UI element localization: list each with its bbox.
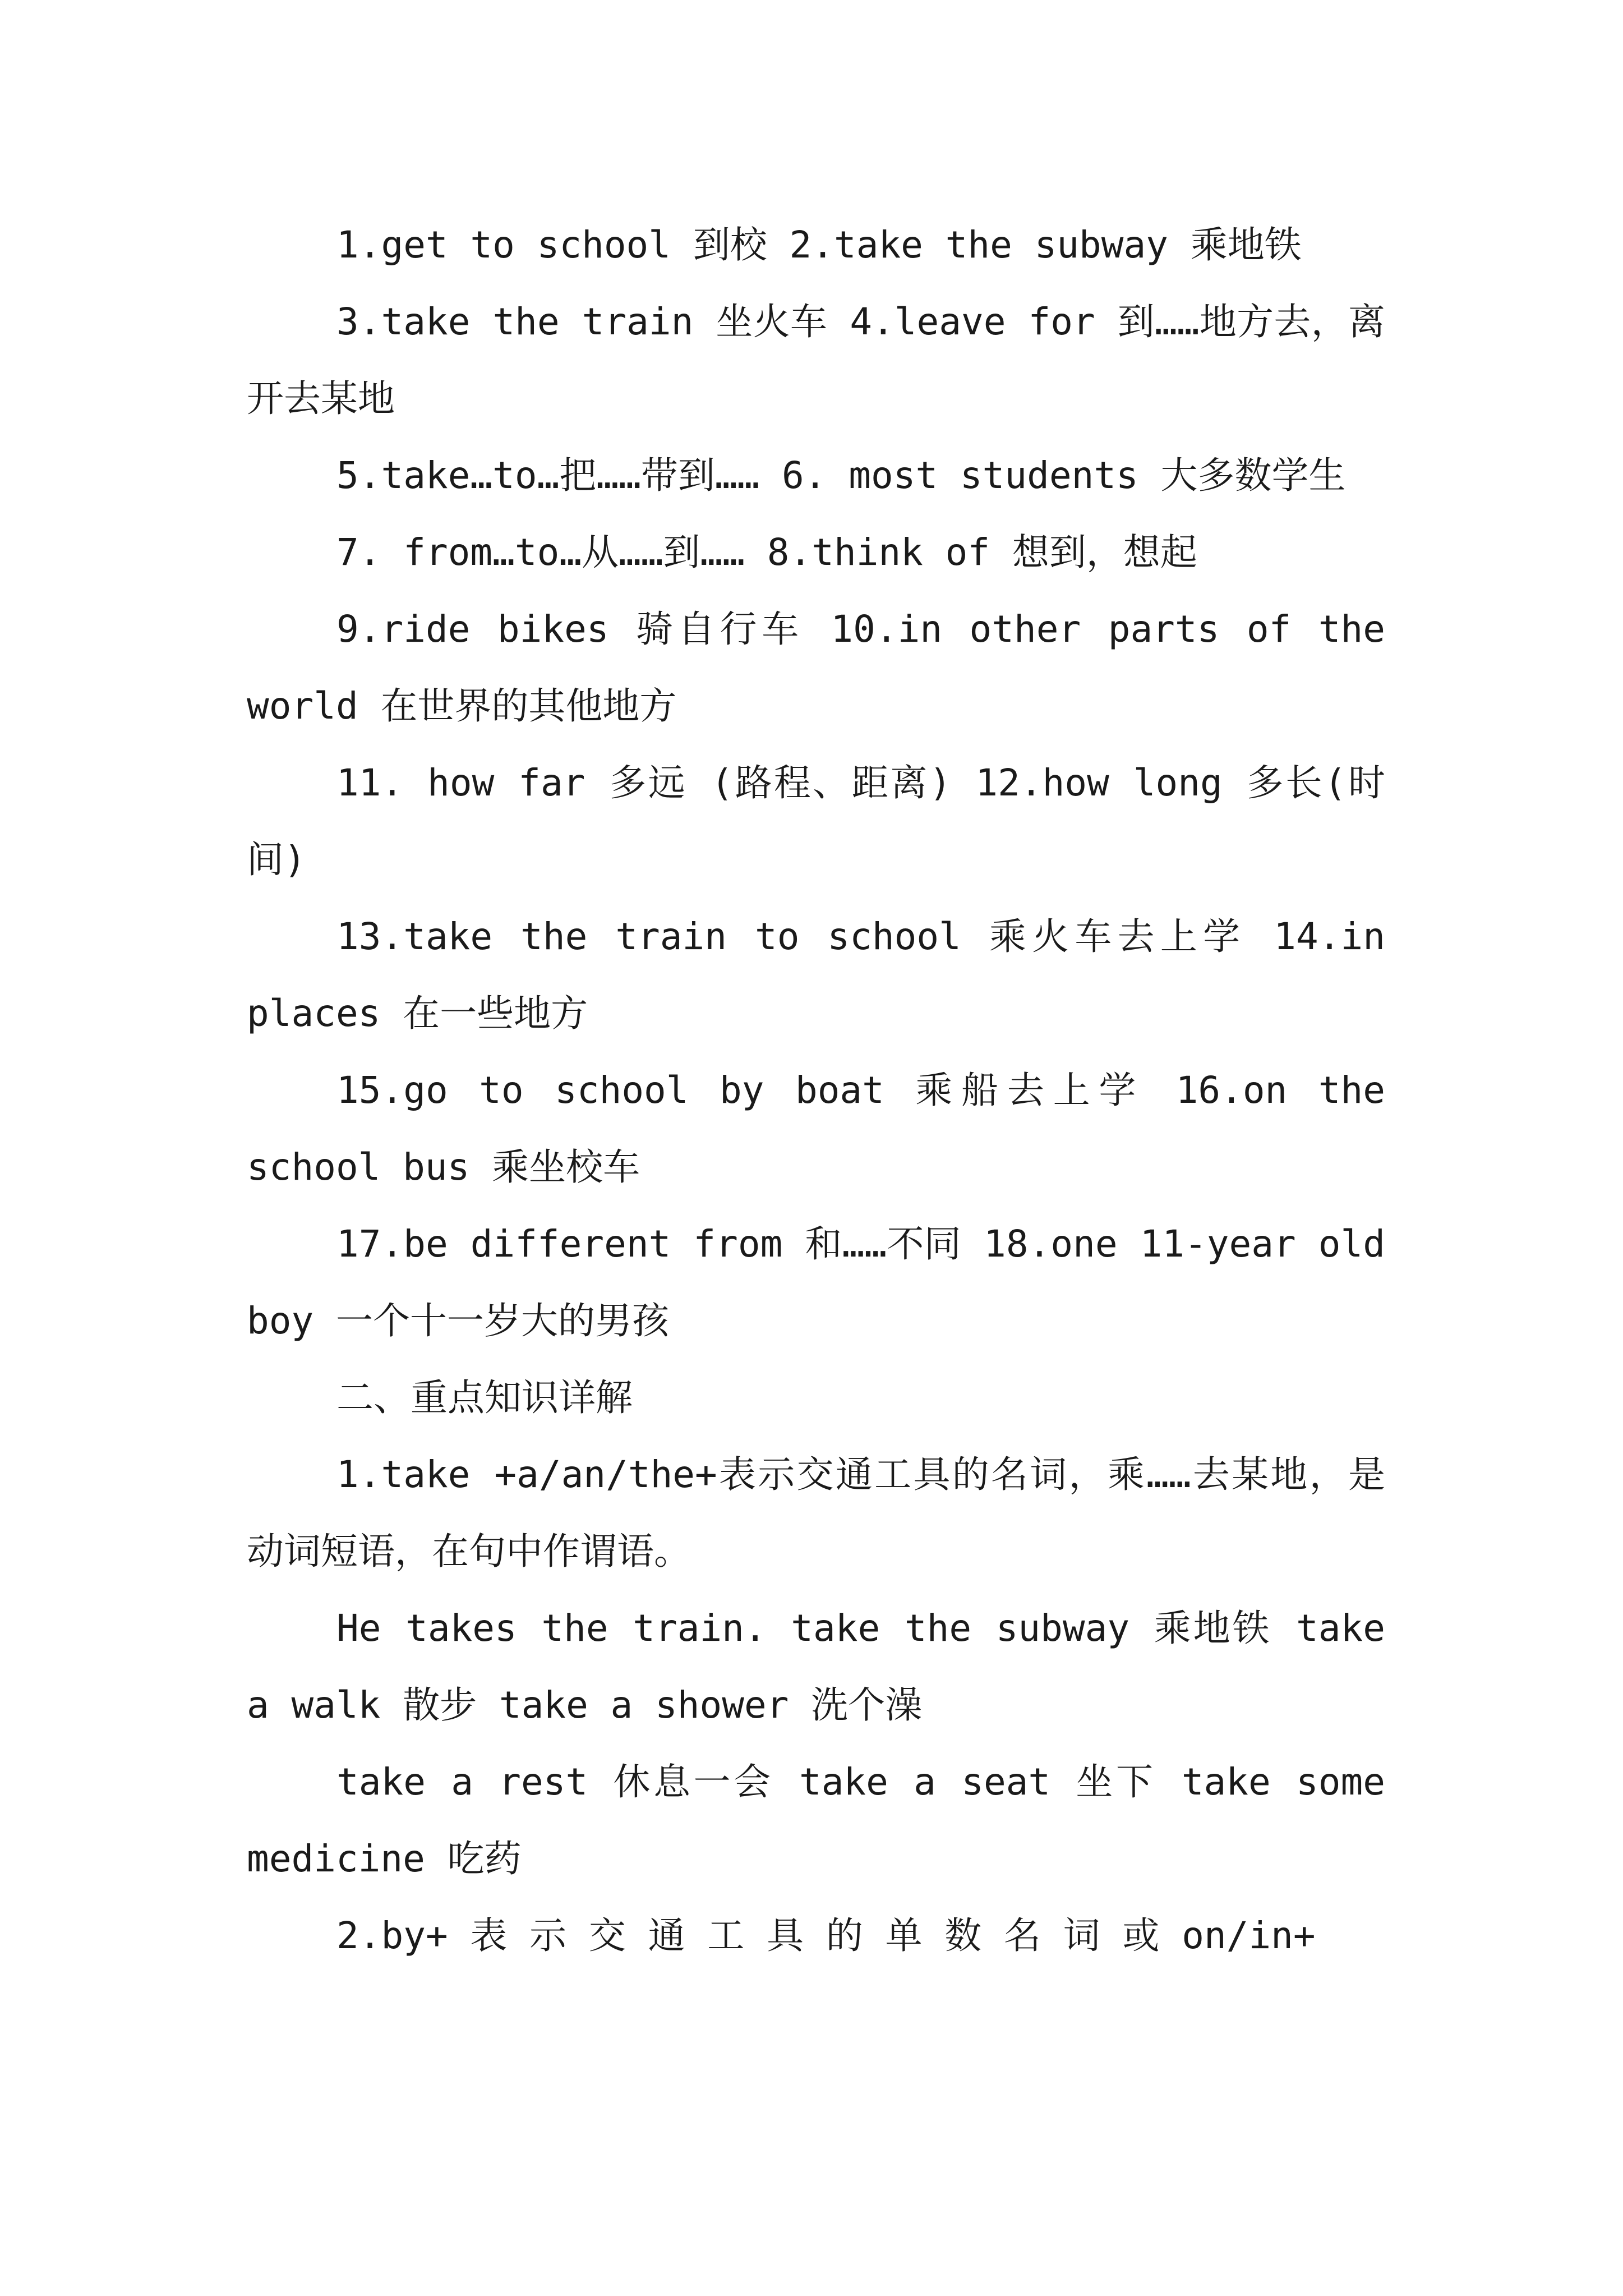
vocab-line-15-16: 15.go to school by boat 乘船去上学 16.on the school bus 乘坐校车 — [247, 1069, 1385, 1189]
explanation-take: 1.take +a/an/the+表示交通工具的名词，乘……去某地，是动词短语，在句中作谓语。 — [247, 1453, 1385, 1573]
vocab-line-17-18: 17.be different from 和……不同 18.one 11-year old boy 一个十一岁大的男孩 — [247, 1222, 1385, 1342]
example-take-2: take a rest 休息一会 take a seat 坐下 take some medicine 吃药 — [247, 1760, 1385, 1880]
vocab-line-5-6: 5.take…to…把……带到…… 6. most students 大多数学生 — [336, 454, 1346, 497]
explanation-by: 2.by+ 表 示 交 通 工 具 的 单 数 名 词 或 on/in+ — [336, 1914, 1316, 1957]
document-body — [247, 206, 1385, 1974]
vocab-line-3-4: 3.take the train 坐火车 4.leave for 到……地方去，离开去某地 — [247, 300, 1385, 420]
vocab-line-1-2: 1.get to school 到校 2.take the subway 乘地铁 — [336, 223, 1302, 266]
vocab-line-11-12: 11. how far 多远 (路程、距离) 12.how long 多长(时间) — [247, 761, 1385, 881]
vocab-line-13-14: 13.take the train to school 乘火车去上学 14.in places 在一些地方 — [247, 915, 1385, 1035]
section-heading: 二、重点知识详解 — [336, 1376, 633, 1419]
vocab-line-9-10: 9.ride bikes 骑自行车 10.in other parts of the world 在世界的其他地方 — [247, 608, 1385, 728]
example-take-1: He takes the train. take the subway 乘地铁 take a walk 散步 take a shower 洗个澡 — [247, 1607, 1385, 1727]
vocab-line-7-8: 7. from…to…从……到…… 8.think of 想到，想起 — [336, 531, 1197, 574]
